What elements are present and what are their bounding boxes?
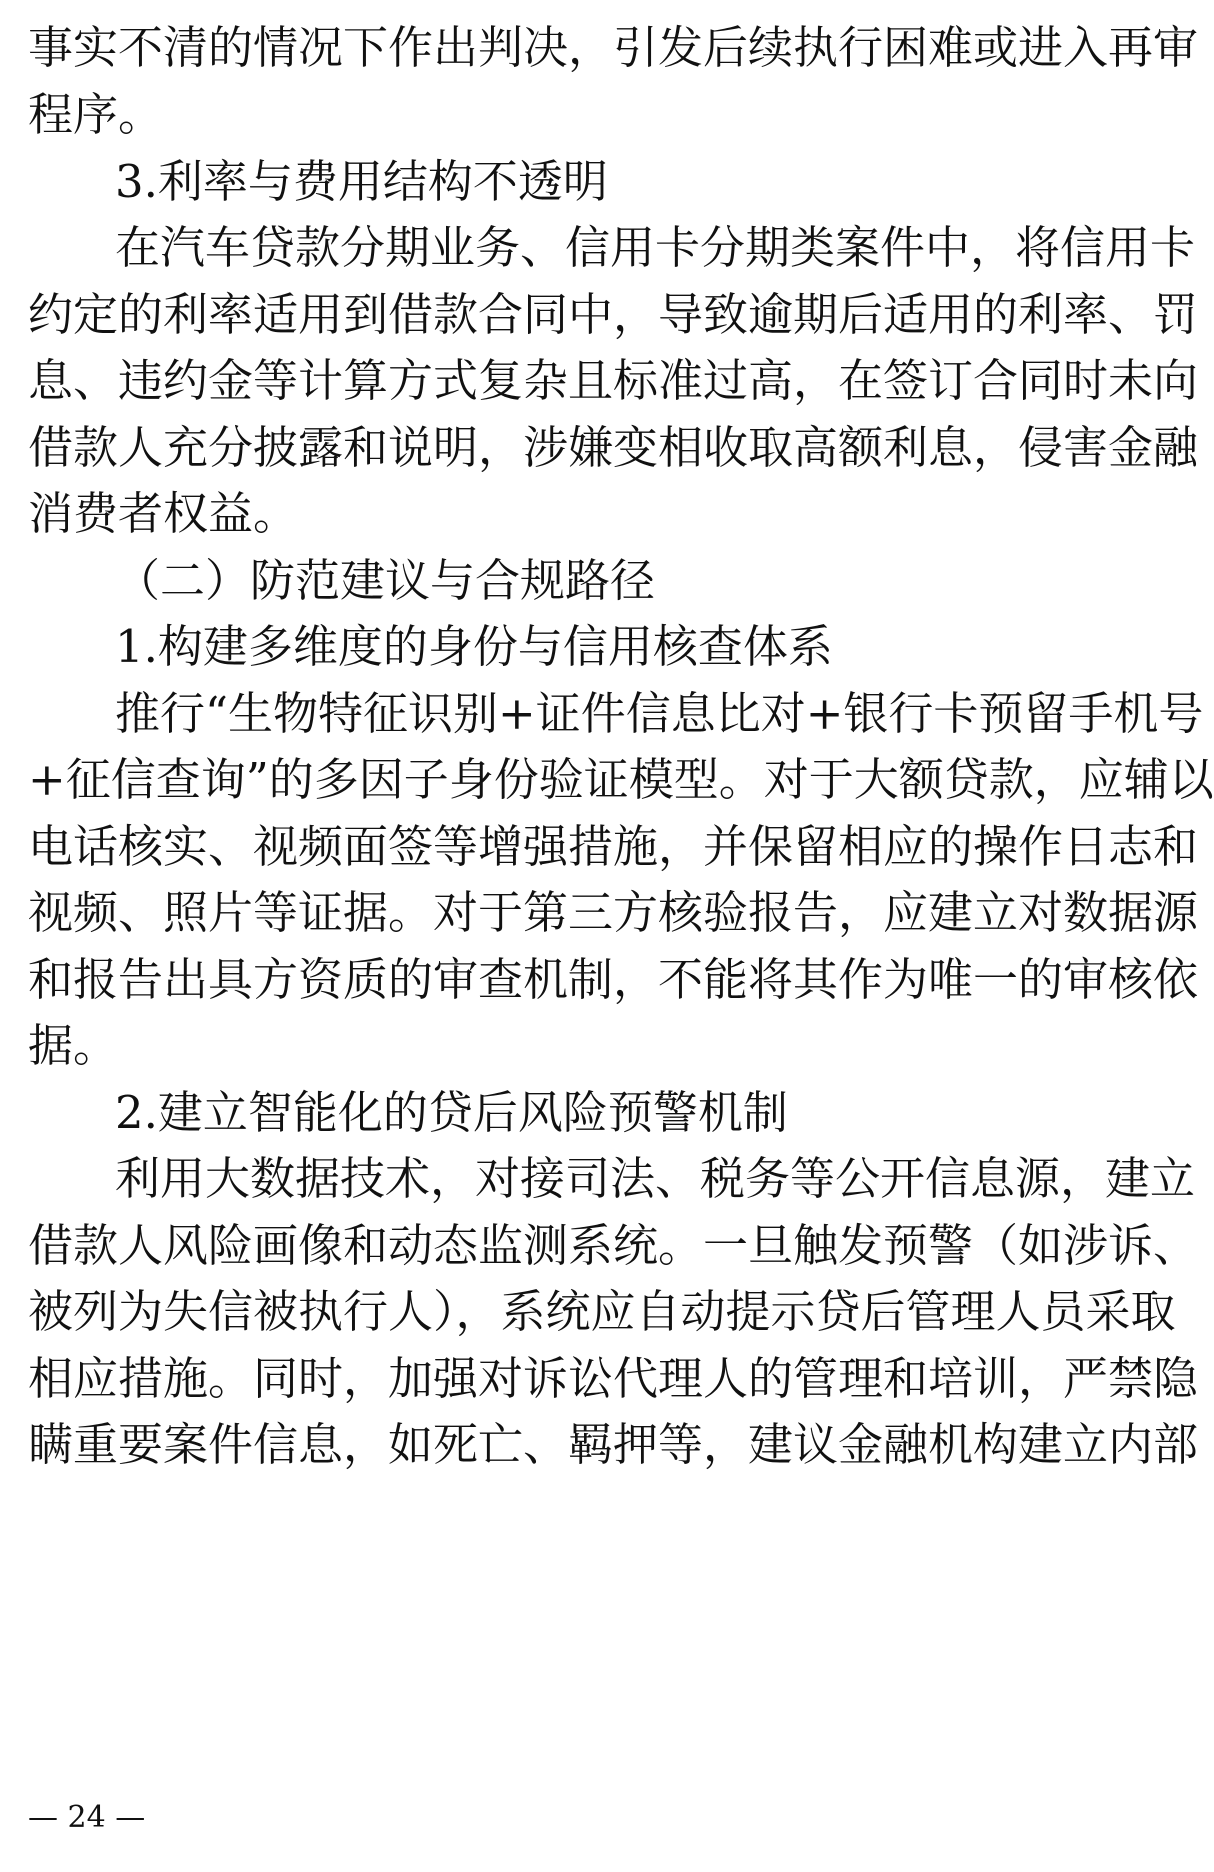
body-text-line: 约定的利率适用到借款合同中，导致逾期后适用的利率、罚 (28, 288, 1199, 341)
section-heading: 3.利率与费用结构不透明 (115, 155, 608, 208)
body-text-line: 在汽车贷款分期业务、信用卡分期类案件中，将信用卡 (115, 221, 1196, 274)
body-text-line: 视频、照片等证据。对于第三方核验报告，应建立对数据源 (28, 886, 1199, 939)
body-text-line: 相应措施。同时，加强对诉讼代理人的管理和培训，严禁隐 (28, 1352, 1199, 1405)
body-text-line: +征信查询”的多因子身份验证模型。对于大额贷款，应辅以 (28, 753, 1214, 806)
body-text-line: 消费者权益。 (28, 487, 299, 540)
body-text-line: 事实不清的情况下作出判决，引发后续执行困难或进入再审 (28, 21, 1199, 74)
section-heading: 2.建立智能化的贷后风险预警机制 (115, 1086, 788, 1139)
section-heading: （二）防范建议与合规路径 (115, 554, 656, 607)
body-text-line: 推行“生物特征识别+证件信息比对+银行卡预留手机号 (115, 687, 1204, 740)
body-text-line: 被列为失信被执行人），系统应自动提示贷后管理人员采取 (28, 1285, 1176, 1338)
body-text-line: 借款人风险画像和动态监测系统。一旦触发预警（如涉诉、 (28, 1219, 1199, 1272)
body-text-line: 据。 (28, 1019, 119, 1072)
body-text-line: 借款人充分披露和说明，涉嫌变相收取高额利息，侵害金融 (28, 421, 1199, 474)
body-text-line: 息、违约金等计算方式复杂且标准过高，在签订合同时未向 (28, 354, 1199, 407)
page-number: — 24 — (28, 1800, 146, 1835)
body-text-line: 和报告出具方资质的审查机制，不能将其作为唯一的审核依 (28, 953, 1199, 1006)
body-text-line: 利用大数据技术，对接司法、税务等公开信息源，建立 (115, 1152, 1196, 1205)
section-heading: 1.构建多维度的身份与信用核查体系 (115, 620, 833, 673)
body-text-line: 程序。 (28, 88, 164, 141)
body-text-line: 电话核实、视频面签等增强措施，并保留相应的操作日志和 (28, 820, 1199, 873)
body-text-line: 瞒重要案件信息，如死亡、羁押等，建议金融机构建立内部 (28, 1418, 1199, 1471)
